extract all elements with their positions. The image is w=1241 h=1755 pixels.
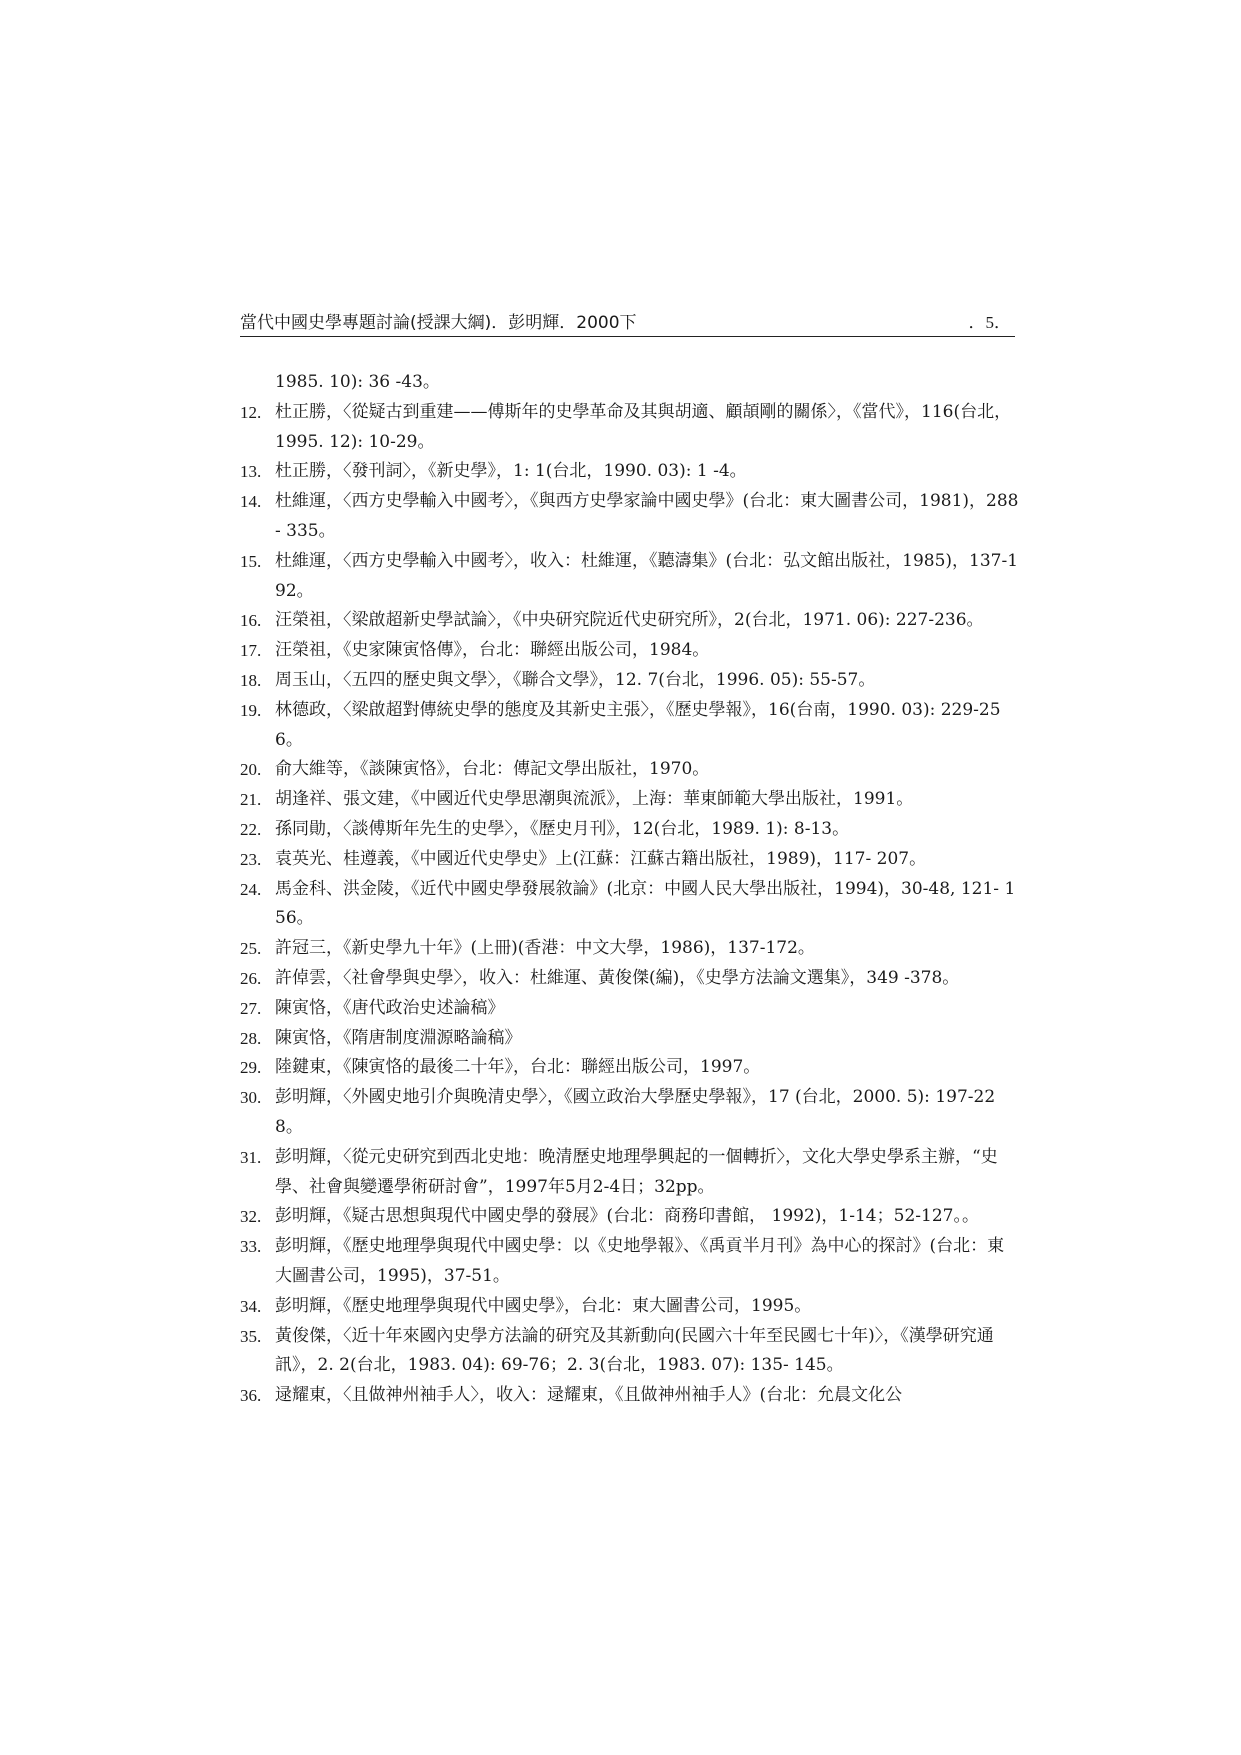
page-number: ．5．: [968, 313, 1011, 332]
reference-item: [240, 755, 1020, 785]
reference-text: 汪榮祖，〈梁啟超新史學試論〉，《中央研究院近代史研究所》，2(台北，1971. 06): 227-236。: [275, 610, 984, 631]
reference-number: 34.: [240, 1296, 262, 1316]
reference-item: [240, 1053, 1020, 1083]
reference-text: 杜維運，〈西方史學輸入中國考〉，收入：杜維運，《聽濤集》(台北：弘文館出版社，1985)，137-192。: [275, 550, 1019, 601]
reference-item: [240, 696, 1020, 756]
reference-number: 23.: [240, 849, 262, 869]
reference-text: 杜正勝，〈從疑古到重建——傅斯年的史學革命及其與胡適、顧頡剛的關係〉，《當代》，116(台北，1995. 12): 10-29。: [275, 401, 1012, 452]
reference-text: 逯耀東，〈且做神州袖手人〉，收入：逯耀東，《且做神州袖手人》(台北：允晨文化公: [275, 1385, 903, 1406]
reference-number: 27.: [240, 998, 262, 1018]
reference-number: 19.: [240, 700, 262, 720]
reference-item: [240, 875, 1020, 935]
reference-item: [240, 606, 1020, 636]
header-title: 當代中國史學專題討論(授課大綱)．彭明輝．2000下: [240, 313, 637, 333]
reference-text: 胡逢祥、張文建，《中國近代史學思潮與流派》，上海：華東師範大學出版社，1991。: [275, 789, 914, 810]
reference-number: 30.: [240, 1088, 262, 1108]
reference-text: 彭明輝，〈從元史研究到西北史地：晚清歷史地理學興起的一個轉折〉，文化大學史學系主辦，“史學、社會與變遷學術研討會”，1997年5月2-4日；32pp。: [275, 1146, 998, 1197]
reference-number: 13.: [240, 462, 262, 482]
reference-number: 16.: [240, 611, 262, 631]
reference-item: [240, 1322, 1020, 1382]
reference-number: 18.: [240, 670, 262, 690]
reference-item: [240, 1202, 1020, 1232]
reference-text: 彭明輝，《歷史地理學與現代中國史學》，台北：東大圖書公司，1995。: [275, 1295, 812, 1316]
reference-text: 許倬雲，〈社會學與史學〉，收入：杜維運、黃俊傑(編)，《史學方法論文選集》，349 -378。: [275, 967, 960, 988]
reference-item: [240, 964, 1020, 994]
reference-text: 彭明輝，《歷史地理學與現代中國史學：以《史地學報》、《禹貢半月刊》為中心的探討》(台北：東大圖書公司，1995)，37-51。: [275, 1236, 1005, 1286]
reference-number: 26.: [240, 968, 262, 988]
reference-item: [240, 398, 1020, 458]
reference-text: 陳寅恪，《唐代政治史述論稿》: [275, 997, 505, 1018]
reference-number: 32.: [240, 1207, 262, 1227]
reference-text: 陳寅恪，《隋唐制度淵源略論稿》: [275, 1027, 522, 1048]
reference-number: 31.: [240, 1147, 262, 1167]
reference-text: 黃俊傑，〈近十年來國內史學方法論的研究及其新動向(民國六十年至民國七十年)〉，《漢學研究通訊》，2. 2(台北，1983. 04): 69-76；2. 3(台北，1983. 07): 135- 145。: [275, 1325, 994, 1376]
reference-item: [240, 636, 1020, 666]
reference-item: [240, 547, 1020, 607]
references: [240, 398, 1020, 1411]
reference-number: 12.: [240, 402, 262, 422]
reference-text: 彭明輝，《疑古思想與現代中國史學的發展》(台北：商務印書館， 1992)，1-14；52-127。。: [275, 1206, 979, 1227]
reference-number: 20.: [240, 760, 262, 780]
reference-number: 24.: [240, 879, 262, 899]
reference-number: 14.: [240, 492, 262, 512]
reference-number: 33.: [240, 1237, 262, 1257]
reference-number: 28.: [240, 1028, 262, 1048]
reference-item: [240, 1381, 1020, 1411]
reference-number: 21.: [240, 790, 262, 810]
reference-item: [240, 1024, 1020, 1054]
reference-number: 17.: [240, 641, 262, 661]
reference-text: 林德政，〈梁啟超對傳統史學的態度及其新史主張〉，《歷史學報》，16(台南，1990. 03): 229-256。: [275, 699, 1001, 750]
reference-item: [240, 1292, 1020, 1322]
reference-number: 36.: [240, 1386, 262, 1406]
reference-number: 22.: [240, 819, 262, 839]
reference-list: [240, 368, 1020, 1411]
reference-item: [240, 845, 1020, 875]
reference-item: [240, 1143, 1020, 1203]
continuation-line: 1985. 10): 36 -43。: [275, 372, 440, 392]
reference-text: 袁英光、桂遵義，《中國近代史學史》上(江蘇：江蘇古籍出版社，1989)，117- 207。: [275, 848, 927, 869]
reference-number: 29.: [240, 1058, 262, 1078]
reference-text: 周玉山，〈五四的歷史與文學〉，《聯合文學》，12. 7(台北，1996. 05): 55-57。: [275, 669, 876, 690]
reference-text: 杜維運，〈西方史學輸入中國考〉，《與西方史學家論中國史學》(台北：東大圖書公司，1981)，288- 335。: [275, 491, 1019, 541]
reference-text: 彭明輝，〈外國史地引介與晚清史學〉，《國立政治大學歷史學報》，17 (台北，2000. 5): 197-228。: [275, 1087, 996, 1137]
reference-text: 俞大維等，《談陳寅恪》，台北：傳記文學出版社，1970。: [275, 759, 710, 780]
reference-item: [240, 815, 1020, 845]
reference-item: [240, 994, 1020, 1024]
reference-text: 許冠三，《新史學九十年》(上冊)(香港：中文大學，1986)，137-172。: [275, 938, 815, 959]
reference-text: 陸鍵東，《陳寅恪的最後二十年》，台北：聯經出版公司，1997。: [275, 1057, 761, 1078]
reference-item: [240, 934, 1020, 964]
page-header: [240, 312, 1015, 337]
reference-number: 25.: [240, 939, 262, 959]
reference-text: 汪榮祖，《史家陳寅恪傳》，台北：聯經出版公司，1984。: [275, 640, 710, 661]
reference-item: [240, 457, 1020, 487]
reference-item: [240, 666, 1020, 696]
reference-number: 35.: [240, 1326, 262, 1346]
reference-text: 馬金科、洪金陵，《近代中國史學發展敘論》(北京：中國人民大學出版社，1994)，30-48, 121- 156。: [275, 878, 1016, 929]
reference-item: [240, 487, 1020, 547]
reference-text: 杜正勝，〈發刊詞〉，《新史學》，1: 1(台北，1990. 03): 1 -4。: [275, 461, 747, 482]
reference-number: 15.: [240, 551, 262, 571]
reference-item: [240, 1083, 1020, 1143]
reference-text: 孫同勛，〈談傅斯年先生的史學〉，《歷史月刊》，12(台北，1989. 1): 8-13。: [275, 818, 850, 839]
reference-item: [240, 785, 1020, 815]
reference-item: [240, 1232, 1020, 1292]
